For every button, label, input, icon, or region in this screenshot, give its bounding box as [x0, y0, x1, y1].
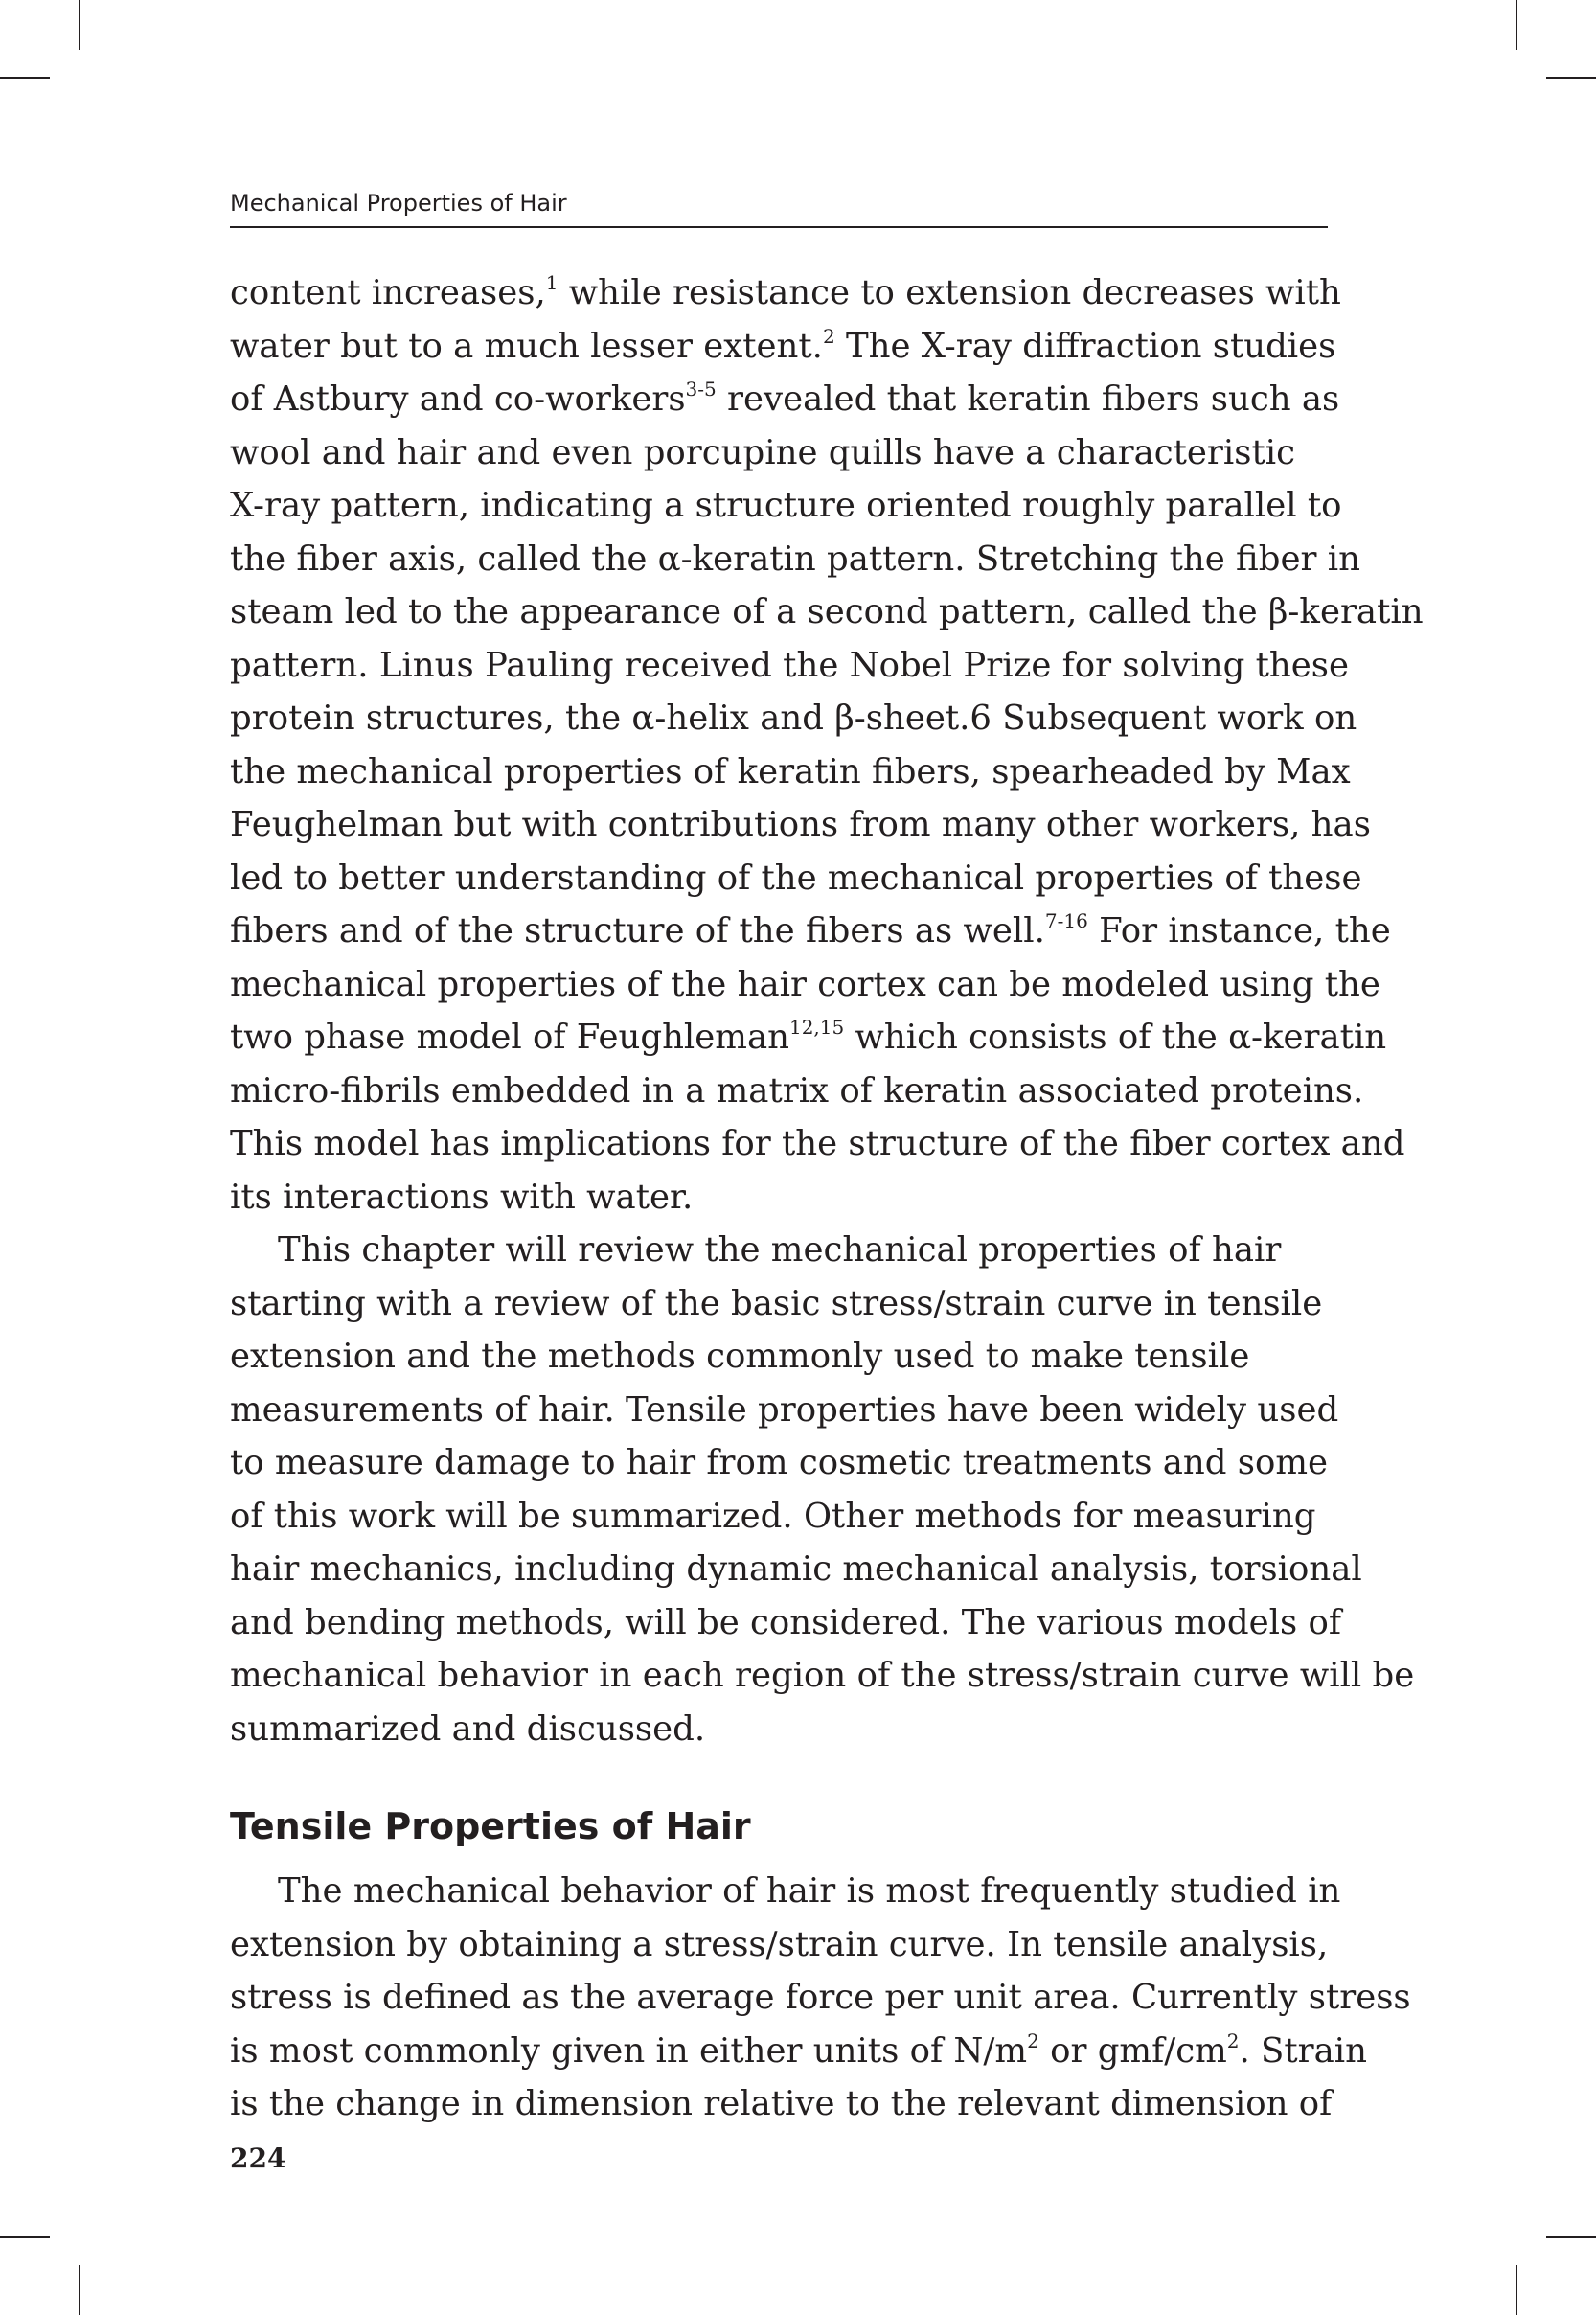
- text-run: protein structures, the α-helix and β-sheet.6 Subsequent work on: [230, 699, 1357, 738]
- text-line: [230, 373, 1340, 426]
- paragraph-3-lines: [230, 1865, 1411, 2131]
- text-line: [230, 320, 1336, 374]
- text-run: micro-fibrils embedded in a matrix of keratin associated proteins.: [230, 1070, 1364, 1111]
- text-run: which consists of the α-keratin: [844, 1018, 1387, 1057]
- text-run: while resistance to extension decreases with: [558, 273, 1341, 312]
- crop-mark-bottom-left: [79, 2265, 80, 2315]
- text-run: content increases,: [230, 273, 546, 312]
- text-run: measurements of hair. Tensile properties have been widely used: [230, 1389, 1339, 1430]
- text-run: mechanical properties of the hair cortex can be modeled using the: [230, 964, 1380, 1004]
- text-run: stress is defined as the average force per unit area. Currently stress: [230, 1978, 1411, 2017]
- crop-mark-bottom-right: [1546, 2236, 1596, 2238]
- text-run: the mechanical properties of keratin fibers, spearheaded by Max: [230, 751, 1351, 791]
- text-run: revealed that keratin fibers such as: [716, 379, 1340, 419]
- paragraph-3: [230, 1865, 1411, 2131]
- text-line: [230, 1011, 1387, 1065]
- text-line: [230, 852, 1362, 905]
- crop-mark-top-right: [1546, 77, 1596, 79]
- section-heading: Tensile Properties of Hair: [230, 1805, 751, 1847]
- text-run: The mechanical behavior of hair is most frequently studied in: [278, 1871, 1341, 1911]
- text-run: of Astbury and co-workers: [230, 379, 686, 419]
- text-run: water but to a much lesser extent.: [230, 326, 823, 366]
- text-run: mechanical behavior in each region of the stress/strain curve will be: [230, 1656, 1415, 1695]
- crop-mark-top-left: [79, 0, 80, 50]
- text-run: and bending methods, will be considered. The various models of: [230, 1602, 1341, 1642]
- text-line: [230, 905, 1391, 958]
- text-run: two phase model of Feughleman: [230, 1018, 789, 1057]
- text-run: hair mechanics, including dynamic mechanical analysis, torsional: [230, 1549, 1362, 1589]
- text-run: The X-ray diffraction studies: [834, 326, 1336, 366]
- text-run: . Strain: [1239, 2030, 1367, 2071]
- text-line: [230, 1918, 1329, 1972]
- crop-mark-top-right: [1516, 0, 1517, 50]
- text-line: [230, 1384, 1339, 1437]
- text-line: [230, 1543, 1362, 1596]
- text-line: [230, 1490, 1316, 1544]
- footnote-ref: 1: [545, 271, 559, 294]
- text-run: starting with a review of the basic stress/strain curve in tensile: [230, 1283, 1323, 1323]
- text-run: X-ray pattern, indicating a structure oriented roughly parallel to: [230, 486, 1342, 525]
- text-line: [230, 1171, 1312, 1225]
- text-run: or gmf/cm: [1038, 2030, 1227, 2071]
- text-line: [230, 2025, 1367, 2078]
- text-run: fibers and of the structure of the fibers as well.: [230, 911, 1045, 951]
- footnote-ref: 12,15: [788, 1016, 845, 1039]
- text-line: [230, 266, 1341, 320]
- text-run: pattern. Linus Pauling received the Nobel Prize for solving these: [230, 645, 1349, 685]
- crop-mark-bottom-left: [0, 2236, 50, 2238]
- footnote-ref: 7-16: [1044, 909, 1088, 932]
- text-line: [230, 533, 1360, 586]
- text-line: [230, 1224, 1312, 1277]
- text-line: [230, 2077, 1333, 2131]
- footnote-ref: 2: [822, 324, 835, 348]
- text-line: [230, 585, 1424, 639]
- text-line: [230, 1065, 1364, 1118]
- running-head: Mechanical Properties of Hair: [230, 190, 1328, 228]
- text-run: wool and hair and even porcupine quills have a characteristic: [230, 432, 1295, 472]
- text-run: extension by obtaining a stress/strain curve. In tensile analysis,: [230, 1924, 1329, 1964]
- text-line: [230, 639, 1349, 693]
- text-line: [230, 1436, 1329, 1490]
- page-number: 224: [230, 2143, 286, 2174]
- text-line: [230, 958, 1380, 1012]
- text-run: is most commonly given in either units of N/m: [230, 2030, 1028, 2071]
- paragraph-1-lines: [230, 266, 1424, 1224]
- text-run: extension and the methods commonly used to make tensile: [230, 1337, 1250, 1376]
- text-line: [230, 1865, 1341, 1918]
- text-run: is the change in dimension relative to the relevant dimension of: [230, 2084, 1333, 2123]
- text-run: This chapter will review the mechanical properties of hair: [278, 1230, 1282, 1270]
- text-run: Feughelman but with contributions from many other workers, has: [230, 805, 1371, 844]
- text-line: [230, 1703, 1312, 1756]
- text-line: [230, 1277, 1323, 1331]
- crop-mark-bottom-right: [1516, 2265, 1517, 2315]
- text-run: summarized and discussed.: [230, 1708, 706, 1749]
- text-run: of this work will be summarized. Other methods for measuring: [230, 1496, 1316, 1536]
- text-line: [230, 1649, 1415, 1703]
- text-line: [230, 1596, 1341, 1650]
- text-line: [230, 1971, 1411, 2025]
- footnote-ref: 2: [1027, 2028, 1039, 2052]
- footnote-ref: 2: [1226, 2028, 1240, 2052]
- paragraph-2-lines: [230, 1224, 1415, 1755]
- text-line: [230, 1330, 1312, 1384]
- text-line: [230, 692, 1357, 745]
- text-run: its interactions with water.: [230, 1177, 694, 1217]
- text-run: This model has implications for the structure of the fiber cortex and: [230, 1124, 1405, 1163]
- text-run: the fiber axis, called the α-keratin pattern. Stretching the fiber in: [230, 539, 1360, 579]
- text-line: [230, 798, 1371, 852]
- text-line: [230, 479, 1342, 533]
- footnote-ref: 3-5: [685, 378, 717, 401]
- text-run: to measure damage to hair from cosmetic treatments and some: [230, 1443, 1329, 1482]
- paragraph-1: [230, 266, 1424, 1755]
- text-line: [230, 745, 1351, 799]
- text-run: led to better understanding of the mechanical properties of these: [230, 858, 1362, 898]
- text-line: [230, 1117, 1405, 1171]
- text-run: For instance, the: [1087, 911, 1391, 951]
- text-line: [230, 426, 1312, 480]
- crop-mark-top-left: [0, 77, 50, 79]
- text-run: steam led to the appearance of a second pattern, called the β-keratin: [230, 592, 1424, 631]
